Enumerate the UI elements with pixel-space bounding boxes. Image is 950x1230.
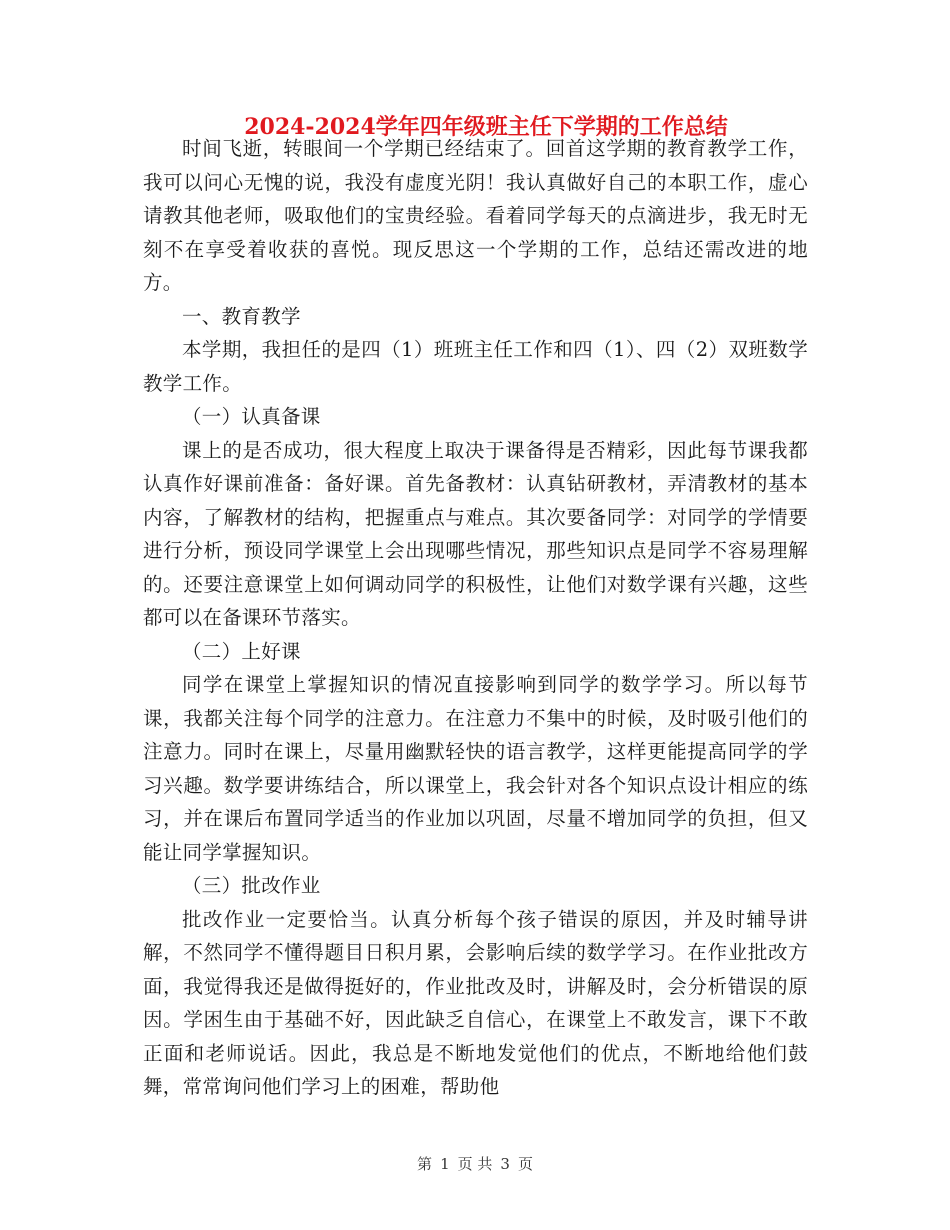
page-footer (0, 1153, 950, 1174)
paragraph-prepare-lessons: 课上的是否成功，很大程度上取决于课备得是否精彩，因此每节课我都认真作好课前准备：备好课。首先备教材：认真钻研教材，弄清教材的基本内容，了解教材的结构，把握重点与难点。其次要备同学：对同学的学情要进行分析，预设同学课堂上会出现哪些情况，那些知识点是同学不容易理解的。还要注意课堂上如何调动同学的积极性，让他们对数学课有兴趣，这些都可以在备课环节落实。 (143, 438, 808, 629)
document-title: 2024-2024学年四年级班主任下学期的工作总结 (244, 114, 728, 140)
paragraph-teach-well: 同学在课堂上掌握知识的情况直接影响到同学的数学学习。所以每节课，我都关注每个同学的注意力。在注意力不集中的时候，及时吸引他们的注意力。同时在课上，尽量用幽默轻快的语言教学，这样更能提高同学的学习兴趣。数学要讲练结合，所以课堂上，我会针对各个知识点设计相应的练习，并在课后布置同学适当的作业加以巩固，尽量不增加同学的负担，但又能让同学掌握知识。 (143, 673, 808, 864)
footer-total-pages: 3 (500, 1155, 510, 1173)
paragraph-intro: 时间飞逝，转眼间一个学期已经结束了。回首这学期的教育教学工作，我可以问心无愧的说，我没有虚度光阴！我认真做好自己的本职工作，虚心请教其他老师，吸取他们的宝贵经验。看着同学每天的点滴进步，我无时无刻不在享受着收获的喜悦。现反思这一个学期的工作，总结还需改进的地方。 (143, 137, 808, 294)
subheading-grade-homework: （三）批改作业 (182, 874, 321, 897)
footer-prefix: 第 (417, 1155, 433, 1173)
document-body (143, 132, 808, 1104)
paragraph-grade-homework: 批改作业一定要恰当。认真分析每个孩子错误的原因，并及时辅导讲解，不然同学不懂得题目日积月累，会影响后续的数学学习。在作业批改方面，我觉得我还是做得挺好的，作业批改及时，讲解及时，会分析错误的原因。学困生由于基础不好，因此缺乏自信心，在课堂上不敢发言，课下不敢正面和老师说话。因此，我总是不断地发觉他们的优点，不断地给他们鼓舞，常常询问他们学习上的困难，帮助他 (143, 907, 808, 1098)
section-heading-teaching: 一、教育教学 (182, 304, 301, 328)
footer-current-page: 1 (440, 1155, 450, 1173)
paragraph-assignment: 本学期，我担任的是四（1）班班主任工作和四（1）、四（2）双班数学教学工作。 (143, 338, 808, 395)
subheading-teach-well: （二）上好课 (182, 639, 301, 663)
subheading-prepare-lessons: （一）认真备课 (182, 405, 321, 428)
footer-middle: 页 共 (457, 1155, 493, 1173)
footer-suffix: 页 (517, 1155, 533, 1173)
